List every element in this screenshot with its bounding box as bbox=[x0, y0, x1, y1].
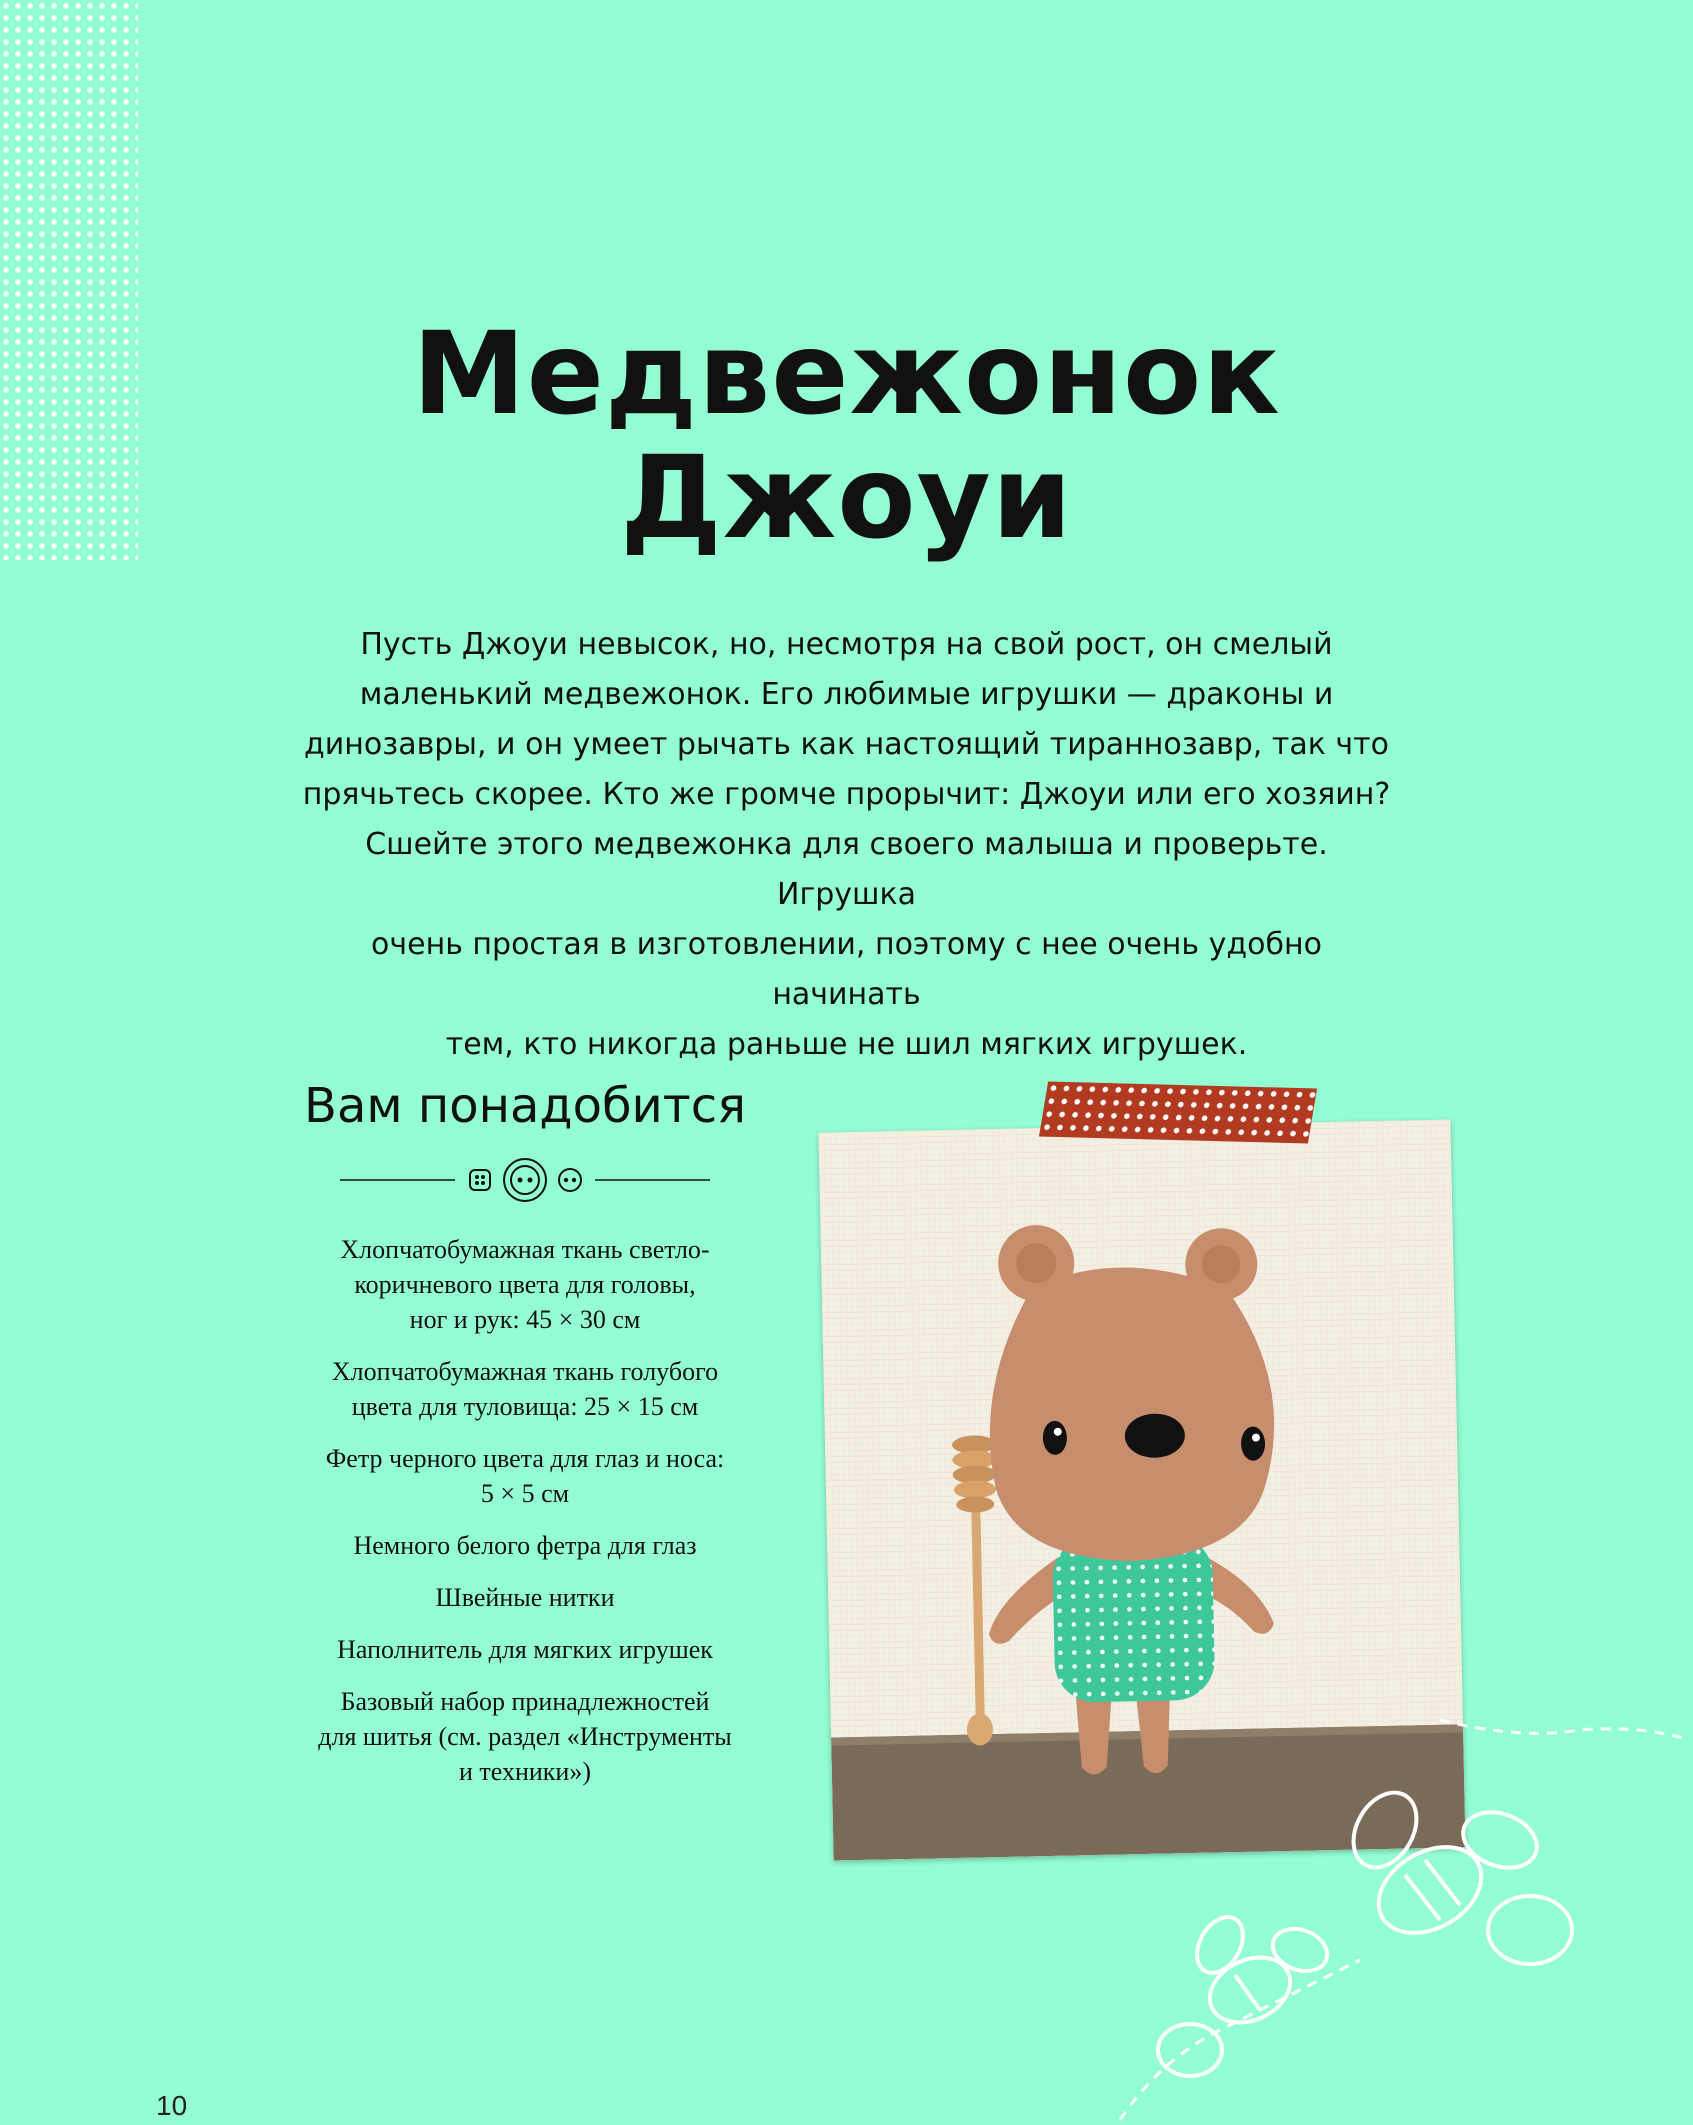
list-item: Фетр черного цвета для глаз и носа: 5 × 5 см bbox=[325, 1444, 725, 1508]
intro-line: тем, кто никогда раньше не шил мягких игрушек. bbox=[445, 1027, 1248, 1062]
list-item: Швейные нитки bbox=[435, 1583, 615, 1612]
button-four-hole-icon bbox=[470, 1170, 490, 1190]
button-large-icon bbox=[504, 1159, 546, 1201]
title-line-2: Джоуи bbox=[620, 431, 1073, 564]
materials-list bbox=[270, 1232, 780, 1806]
page-title bbox=[0, 307, 1693, 564]
buttons-divider bbox=[340, 1155, 710, 1205]
list-item: Хлопчатобумажная ткань светло- коричневого цвета для головы, ног и рук: 45 × 30 см bbox=[340, 1235, 710, 1334]
bear-head bbox=[985, 1220, 1276, 1564]
list-item: Наполнитель для мягких игрушек bbox=[337, 1635, 713, 1664]
washi-tape bbox=[1039, 1081, 1317, 1143]
page-number: 10 bbox=[156, 2090, 188, 2121]
intro-paragraph bbox=[300, 620, 1393, 1070]
bee-doodle-icon bbox=[1100, 1700, 1693, 2125]
intro-line: Сшейте этого медвежонка для своего малыша и проверьте. Игрушка bbox=[365, 827, 1328, 912]
intro-line: динозавры, и он умеет рычать как настоящий тираннозавр, так что bbox=[304, 727, 1389, 762]
list-item: Немного белого фетра для глаз bbox=[353, 1531, 697, 1560]
button-two-hole-icon bbox=[559, 1169, 581, 1191]
intro-line: прячьтесь скорее. Кто же громче прорычит: Джоуи или его хозяин? bbox=[302, 777, 1391, 812]
list-item: Базовый набор принадлежностей для шитья (см. раздел «Инструменты и техники») bbox=[318, 1687, 732, 1786]
list-item: Хлопчатобумажная ткань голубого цвета для туловища: 25 × 15 см bbox=[331, 1357, 719, 1421]
intro-line: очень простая в изготовлении, поэтому с нее очень удобно начинать bbox=[371, 927, 1322, 1012]
materials-heading: Вам понадобится bbox=[304, 1078, 746, 1134]
title-line-1: Медвежонок bbox=[412, 307, 1281, 440]
intro-line: маленький медвежонок. Его любимые игрушки — драконы и bbox=[359, 677, 1334, 712]
intro-line: Пусть Джоуи невысок, но, несмотря на свой рост, он смелый bbox=[360, 627, 1333, 662]
